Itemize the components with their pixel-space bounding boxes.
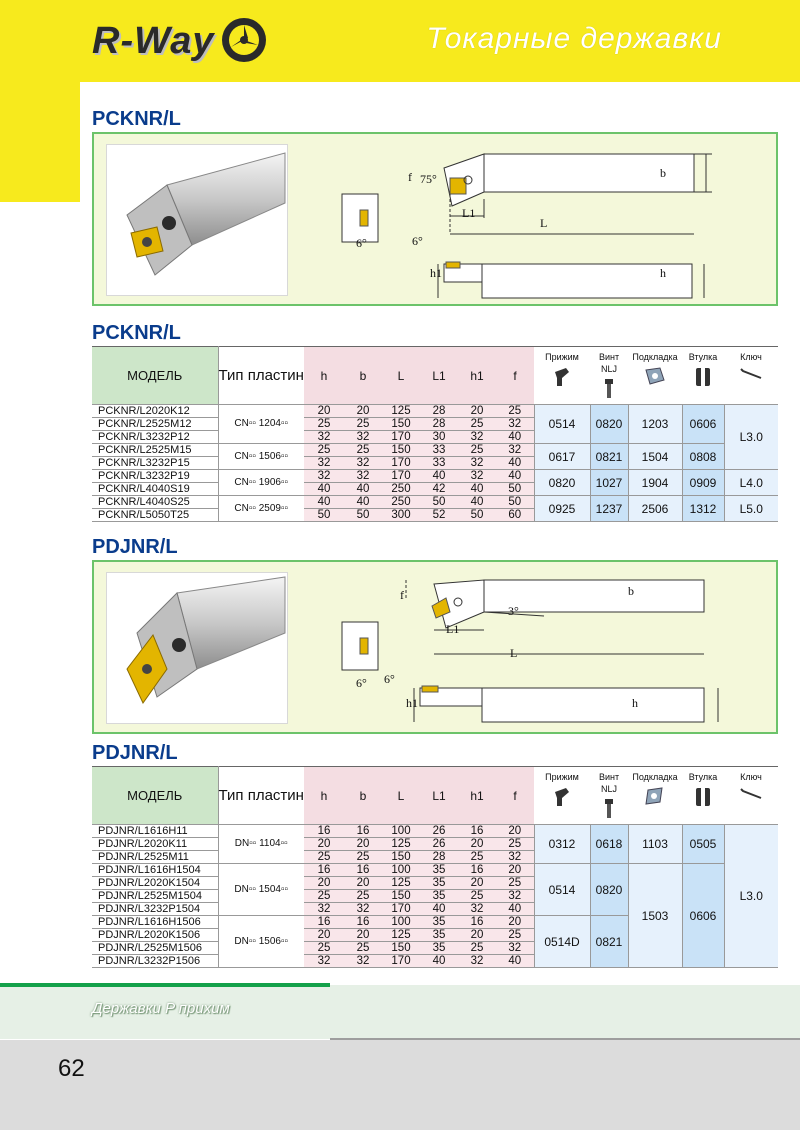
- screw-code-cell: 0821: [590, 916, 628, 968]
- model-cell: PDJNR/L2525M11: [92, 851, 218, 864]
- model-cell: PCKNR/L3232P12: [92, 431, 218, 444]
- dim-h1-cell: 25: [458, 942, 496, 955]
- col-header-shim: [628, 347, 682, 405]
- dim-l-cell: 150: [382, 851, 420, 864]
- model-cell: PDJNR/L3232P1506: [92, 955, 218, 968]
- dim-l1-cell: 35: [420, 916, 458, 929]
- label-L: L: [540, 216, 548, 230]
- dim-b-cell: 50: [344, 509, 382, 522]
- side-tab: [0, 82, 80, 202]
- dim-l1-cell: 50: [420, 496, 458, 509]
- col-header-type: Тип пластин: [218, 767, 304, 825]
- insert-type-cell: CN▫▫ 2509▫▫: [218, 496, 304, 522]
- model-cell: PCKNR/L2525M15: [92, 444, 218, 457]
- model-cell: PDJNR/L1616H11: [92, 825, 218, 838]
- label-angle3: 3°: [508, 604, 519, 618]
- dim-b-cell: 25: [344, 444, 382, 457]
- dim-l-cell: 100: [382, 864, 420, 877]
- model-cell: PDJNR/L2525M1504: [92, 890, 218, 903]
- col-header-model: МОДЕЛЬ: [92, 347, 218, 405]
- sleeve-code-cell: 0808: [682, 444, 724, 470]
- dim-l1-cell: 28: [420, 851, 458, 864]
- dim-l1-cell: 28: [420, 405, 458, 418]
- model-cell: PDJNR/L2020K1504: [92, 877, 218, 890]
- label-h: h: [660, 266, 666, 280]
- shim-code-cell: 1504: [628, 444, 682, 470]
- dim-l1-cell: 40: [420, 955, 458, 968]
- dim-h-cell: 20: [304, 405, 344, 418]
- label-L1: L1: [446, 622, 460, 636]
- pdjnr-tool-icon: [107, 573, 287, 723]
- dim-h1-cell: 20: [458, 405, 496, 418]
- label-f: f: [408, 170, 412, 184]
- dim-l-cell: 150: [382, 444, 420, 457]
- dim-h1-cell: 16: [458, 916, 496, 929]
- shim-code-cell: 1904: [628, 470, 682, 496]
- label-h1: h1: [406, 696, 418, 710]
- dim-l1-cell: 28: [420, 418, 458, 431]
- col-header-type: Тип пластин: [218, 347, 304, 405]
- sleeve-code-cell: 0606: [682, 864, 724, 968]
- dim-l-cell: 170: [382, 470, 420, 483]
- model-cell: PCKNR/L2525M12: [92, 418, 218, 431]
- section-title-pdjnr-table: PDJNR/L: [92, 742, 178, 764]
- label-L1: L1: [462, 206, 476, 220]
- col-header-b: b: [344, 767, 382, 825]
- dim-f-cell: 20: [496, 864, 534, 877]
- col-header-key-label: Ключ: [740, 352, 762, 362]
- table-row: [92, 825, 778, 838]
- col-header-b: b: [344, 347, 382, 405]
- dim-h-cell: 20: [304, 838, 344, 851]
- dim-b-cell: 32: [344, 457, 382, 470]
- dim-h1-cell: 32: [458, 903, 496, 916]
- table-row: [92, 470, 778, 483]
- dim-h1-cell: 25: [458, 890, 496, 903]
- page-number: 62: [58, 1055, 85, 1082]
- table-row: [92, 496, 778, 509]
- dim-b-cell: 25: [344, 851, 382, 864]
- shim-code-cell: 1103: [628, 825, 682, 864]
- dim-l1-cell: 35: [420, 929, 458, 942]
- col-header-shim: [628, 767, 682, 825]
- dim-l1-cell: 35: [420, 890, 458, 903]
- col-header-shim-label: Подкладка: [632, 772, 678, 782]
- insert-type-cell: DN▫▫ 1104▫▫: [218, 825, 304, 864]
- model-cell: PDJNR/L2020K1506: [92, 929, 218, 942]
- label-angle75: 75°: [420, 172, 437, 186]
- dim-l-cell: 170: [382, 431, 420, 444]
- screw-icon: [604, 798, 614, 820]
- dim-f-cell: 32: [496, 418, 534, 431]
- col-header-L: L: [382, 767, 420, 825]
- label-b: b: [660, 166, 666, 180]
- col-header-clamp: [534, 347, 590, 405]
- screw-code-cell: 1237: [590, 496, 628, 522]
- dim-f-cell: 25: [496, 838, 534, 851]
- dim-h1-cell: 32: [458, 457, 496, 470]
- dim-l-cell: 300: [382, 509, 420, 522]
- col-header-h1: h1: [458, 347, 496, 405]
- col-header-clamp-label: Прижим: [545, 772, 579, 782]
- clamp-icon: [552, 366, 572, 388]
- dim-l-cell: 125: [382, 405, 420, 418]
- dim-l1-cell: 35: [420, 864, 458, 877]
- model-cell: PDJNR/L2020K11: [92, 838, 218, 851]
- model-cell: PCKNR/L5050T25: [92, 509, 218, 522]
- col-header-model: МОДЕЛЬ: [92, 767, 218, 825]
- dim-h-cell: 32: [304, 431, 344, 444]
- dim-b-cell: 32: [344, 955, 382, 968]
- col-header-key: [724, 767, 778, 825]
- screw-code-cell: 0618: [590, 825, 628, 864]
- dim-l-cell: 150: [382, 418, 420, 431]
- col-header-clamp-label: Прижим: [545, 352, 579, 362]
- model-cell: PDJNR/L2525M1506: [92, 942, 218, 955]
- dim-f-cell: 40: [496, 903, 534, 916]
- dim-h-cell: 25: [304, 890, 344, 903]
- page-header-title: Токарные державки: [426, 22, 722, 55]
- dim-l1-cell: 42: [420, 483, 458, 496]
- dim-b-cell: 25: [344, 418, 382, 431]
- key-code-cell: L3.0: [724, 405, 778, 470]
- clamp-code-cell: 0925: [534, 496, 590, 522]
- dim-f-cell: 32: [496, 851, 534, 864]
- key-icon: [739, 366, 763, 382]
- model-cell: PCKNR/L3232P19: [92, 470, 218, 483]
- brand-logo: R-Way: [92, 20, 215, 62]
- key-code-cell: L5.0: [724, 496, 778, 522]
- dim-h1-cell: 16: [458, 864, 496, 877]
- dim-h-cell: 32: [304, 470, 344, 483]
- sleeve-code-cell: 0606: [682, 405, 724, 444]
- model-cell: PCKNR/L2020K12: [92, 405, 218, 418]
- dim-h1-cell: 20: [458, 838, 496, 851]
- dim-f-cell: 60: [496, 509, 534, 522]
- dim-h1-cell: 16: [458, 825, 496, 838]
- dim-h-cell: 20: [304, 877, 344, 890]
- dim-l-cell: 125: [382, 929, 420, 942]
- dim-f-cell: 20: [496, 916, 534, 929]
- col-header-screw: [590, 347, 628, 405]
- dim-f-cell: 40: [496, 470, 534, 483]
- col-header-key-label: Ключ: [740, 772, 762, 782]
- dim-b-cell: 32: [344, 470, 382, 483]
- dim-h-cell: 40: [304, 496, 344, 509]
- table-row: [92, 864, 778, 877]
- dim-h1-cell: 25: [458, 851, 496, 864]
- model-cell: PDJNR/L3232P1504: [92, 903, 218, 916]
- dim-h1-cell: 32: [458, 431, 496, 444]
- label-L: L: [510, 646, 518, 660]
- key-code-cell: L4.0: [724, 470, 778, 496]
- clamp-code-cell: 0514: [534, 864, 590, 916]
- insert-type-cell: CN▫▫ 1906▫▫: [218, 470, 304, 496]
- dim-l-cell: 150: [382, 890, 420, 903]
- label-angle6-a: 6°: [356, 676, 367, 690]
- dim-h1-cell: 32: [458, 955, 496, 968]
- screw-code-cell: 1027: [590, 470, 628, 496]
- dim-h1-cell: 20: [458, 929, 496, 942]
- shim-icon: [644, 366, 666, 386]
- dim-b-cell: 40: [344, 496, 382, 509]
- screw-code-cell: 0821: [590, 444, 628, 470]
- col-header-h: h: [304, 767, 344, 825]
- pdjnr-diagram-panel: [92, 560, 778, 734]
- dim-b-cell: 20: [344, 405, 382, 418]
- sleeve-icon: [693, 366, 713, 388]
- dim-l1-cell: 30: [420, 431, 458, 444]
- dim-f-cell: 25: [496, 877, 534, 890]
- label-f: f: [400, 588, 404, 602]
- dim-h-cell: 16: [304, 864, 344, 877]
- col-header-f: f: [496, 767, 534, 825]
- dim-l-cell: 250: [382, 496, 420, 509]
- dim-h-cell: 25: [304, 851, 344, 864]
- dim-b-cell: 25: [344, 890, 382, 903]
- screw-code-cell: 0820: [590, 405, 628, 444]
- dim-b-cell: 32: [344, 903, 382, 916]
- clamp-code-cell: 0820: [534, 470, 590, 496]
- shim-code-cell: 1203: [628, 405, 682, 444]
- dim-b-cell: 16: [344, 864, 382, 877]
- section-title-pcknr: PCKNR/L: [92, 108, 181, 130]
- dim-h-cell: 32: [304, 955, 344, 968]
- label-h: h: [632, 696, 638, 710]
- pcknr-tool-icon: [107, 145, 287, 295]
- key-icon: [739, 786, 763, 802]
- model-cell: PCKNR/L4040S19: [92, 483, 218, 496]
- clamp-code-cell: 0514D: [534, 916, 590, 968]
- sleeve-code-cell: 0505: [682, 825, 724, 864]
- sleeve-code-cell: 1312: [682, 496, 724, 522]
- insert-type-cell: DN▫▫ 1506▫▫: [218, 916, 304, 968]
- model-cell: PCKNR/L4040S25: [92, 496, 218, 509]
- dim-f-cell: 32: [496, 942, 534, 955]
- dim-b-cell: 40: [344, 483, 382, 496]
- dim-f-cell: 40: [496, 457, 534, 470]
- dim-l1-cell: 35: [420, 942, 458, 955]
- dim-l1-cell: 26: [420, 825, 458, 838]
- dim-l1-cell: 26: [420, 838, 458, 851]
- pcknr-diagram-panel: [92, 132, 778, 306]
- label-angle6-b: 6°: [412, 234, 423, 248]
- screw-code-cell: 0820: [590, 864, 628, 916]
- col-header-shim-label: Подкладка: [632, 352, 678, 362]
- dim-l-cell: 150: [382, 942, 420, 955]
- dim-l1-cell: 33: [420, 444, 458, 457]
- brand-emblem-icon: [218, 14, 270, 66]
- col-header-screw-label: Винт NLJ: [598, 352, 620, 374]
- table-row: [92, 405, 778, 418]
- dim-b-cell: 25: [344, 942, 382, 955]
- dim-b-cell: 20: [344, 929, 382, 942]
- dim-h1-cell: 40: [458, 483, 496, 496]
- dim-b-cell: 20: [344, 838, 382, 851]
- dim-l-cell: 170: [382, 955, 420, 968]
- dim-h1-cell: 20: [458, 877, 496, 890]
- col-header-key: [724, 347, 778, 405]
- dim-l1-cell: 33: [420, 457, 458, 470]
- insert-type-cell: CN▫▫ 1506▫▫: [218, 444, 304, 470]
- dim-f-cell: 20: [496, 825, 534, 838]
- table-row: [92, 444, 778, 457]
- sleeve-code-cell: 0909: [682, 470, 724, 496]
- model-cell: PDJNR/L1616H1504: [92, 864, 218, 877]
- page-number-band: [0, 1040, 800, 1130]
- dim-l-cell: 250: [382, 483, 420, 496]
- dim-h1-cell: 25: [458, 444, 496, 457]
- footer-accent-line: [0, 983, 330, 987]
- col-header-sleeve: [682, 767, 724, 825]
- col-header-clamp: [534, 767, 590, 825]
- dim-l1-cell: 40: [420, 903, 458, 916]
- dim-f-cell: 40: [496, 431, 534, 444]
- col-header-sleeve-label: Втулка: [688, 772, 718, 782]
- dim-h-cell: 32: [304, 903, 344, 916]
- dim-l-cell: 125: [382, 877, 420, 890]
- clamp-code-cell: 0617: [534, 444, 590, 470]
- dim-f-cell: 32: [496, 444, 534, 457]
- dim-h1-cell: 40: [458, 496, 496, 509]
- pcknr-dimension-drawing: [334, 144, 774, 299]
- col-header-sleeve-label: Втулка: [688, 352, 718, 362]
- col-header-screw-label: Винт NLJ: [598, 772, 620, 794]
- dim-h1-cell: 32: [458, 470, 496, 483]
- dim-b-cell: 20: [344, 877, 382, 890]
- pcknr-tool-photo: [106, 144, 288, 296]
- dim-h-cell: 16: [304, 916, 344, 929]
- clamp-code-cell: 0312: [534, 825, 590, 864]
- col-header-sleeve: [682, 347, 724, 405]
- dim-f-cell: 25: [496, 405, 534, 418]
- dim-h1-cell: 50: [458, 509, 496, 522]
- dim-h-cell: 25: [304, 942, 344, 955]
- col-header-h1: h1: [458, 767, 496, 825]
- dim-f-cell: 50: [496, 483, 534, 496]
- col-header-L1: L1: [420, 347, 458, 405]
- sleeve-icon: [693, 786, 713, 808]
- dim-l-cell: 100: [382, 825, 420, 838]
- dim-l1-cell: 40: [420, 470, 458, 483]
- label-angle6-b: 6°: [384, 672, 395, 686]
- pdjnr-spec-table: [92, 766, 778, 968]
- dim-f-cell: 25: [496, 929, 534, 942]
- dim-h-cell: 25: [304, 418, 344, 431]
- col-header-screw: [590, 767, 628, 825]
- dim-l1-cell: 52: [420, 509, 458, 522]
- dim-h1-cell: 25: [458, 418, 496, 431]
- dim-l-cell: 100: [382, 916, 420, 929]
- label-angle6-a: 6°: [356, 236, 367, 250]
- dim-l-cell: 170: [382, 903, 420, 916]
- dim-l1-cell: 35: [420, 877, 458, 890]
- model-cell: PCKNR/L3232P15: [92, 457, 218, 470]
- clamp-icon: [552, 786, 572, 808]
- label-h1: h1: [430, 266, 442, 280]
- dim-b-cell: 16: [344, 916, 382, 929]
- dim-b-cell: 32: [344, 431, 382, 444]
- dim-f-cell: 50: [496, 496, 534, 509]
- label-b: b: [628, 584, 634, 598]
- pcknr-spec-table: [92, 346, 778, 522]
- section-title-pdjnr: PDJNR/L: [92, 536, 178, 558]
- dim-f-cell: 32: [496, 890, 534, 903]
- col-header-L: L: [382, 347, 420, 405]
- dim-f-cell: 40: [496, 955, 534, 968]
- footer-caption: Державки P прихим: [92, 1000, 230, 1017]
- dim-h-cell: 50: [304, 509, 344, 522]
- dim-h-cell: 32: [304, 457, 344, 470]
- dim-l-cell: 170: [382, 457, 420, 470]
- clamp-code-cell: 0514: [534, 405, 590, 444]
- dim-h-cell: 25: [304, 444, 344, 457]
- dim-l-cell: 125: [382, 838, 420, 851]
- col-header-h: h: [304, 347, 344, 405]
- col-header-L1: L1: [420, 767, 458, 825]
- dim-h-cell: 40: [304, 483, 344, 496]
- insert-type-cell: CN▫▫ 1204▫▫: [218, 405, 304, 444]
- shim-icon: [644, 786, 666, 806]
- col-header-f: f: [496, 347, 534, 405]
- shim-code-cell: 2506: [628, 496, 682, 522]
- insert-type-cell: DN▫▫ 1504▫▫: [218, 864, 304, 916]
- section-title-pcknr-table: PCKNR/L: [92, 322, 181, 344]
- model-cell: PDJNR/L1616H1506: [92, 916, 218, 929]
- screw-icon: [604, 378, 614, 400]
- dim-b-cell: 16: [344, 825, 382, 838]
- pdjnr-tool-photo: [106, 572, 288, 724]
- dim-h-cell: 16: [304, 825, 344, 838]
- key-code-cell: L3.0: [724, 825, 778, 968]
- dim-h-cell: 20: [304, 929, 344, 942]
- shim-code-cell: 1503: [628, 864, 682, 968]
